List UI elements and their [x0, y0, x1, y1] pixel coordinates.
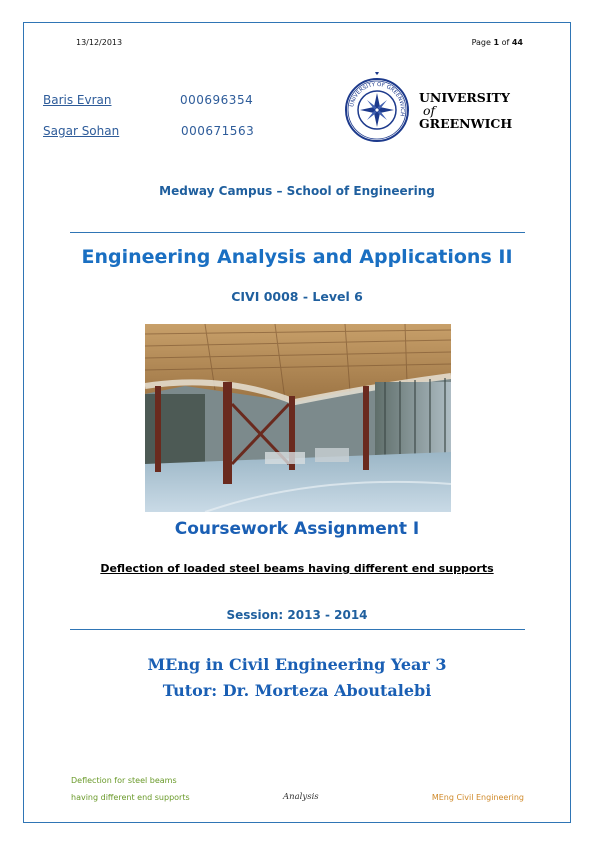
degree-label: MEng in Civil Engineering Year 3 — [147, 655, 447, 674]
document-title: Engineering Analysis and Applications II — [81, 246, 513, 268]
coursework-title: Coursework Assignment I — [174, 519, 420, 539]
author-id-1: 000696354 — [180, 93, 254, 107]
author-id-2: 000671563 — [181, 124, 255, 138]
header-date: 13/12/2013 — [76, 38, 123, 47]
cover-photo — [145, 324, 451, 512]
steel-frame-building-photo — [145, 324, 451, 512]
seal-text: UNIVERSITY OF GREENWICH — [349, 81, 406, 117]
author-name-1[interactable]: Baris Evran — [43, 93, 112, 107]
university-seal-icon — [341, 72, 413, 144]
footer-center: Analysis — [283, 792, 319, 802]
session-label: Session: 2013 - 2014 — [226, 608, 368, 622]
footer-right: MEng Civil Engineering — [431, 793, 524, 802]
footer-left-line-2: having different end supports — [71, 793, 190, 802]
logo-line-1: UNIVERSITY — [419, 90, 510, 105]
logo-line-2: of — [423, 103, 436, 118]
module-code: CIVI 0008 - Level 6 — [231, 289, 363, 304]
logo-wordmark — [419, 91, 512, 130]
tutor-label: Tutor: Dr. Morteza Aboutalebi — [162, 681, 432, 700]
divider-top — [70, 232, 525, 233]
header-page-number: Page 1 of 44 — [471, 38, 523, 47]
footer-left-line-1: Deflection for steel beams — [71, 776, 177, 785]
logo-line-3: GREENWICH — [419, 116, 513, 131]
author-name-2[interactable]: Sagar Sohan — [43, 124, 120, 138]
campus-heading: Medway Campus – School of Engineering — [159, 184, 435, 198]
coursework-subtitle: Deflection of loaded steel beams having different end supports — [100, 562, 494, 575]
divider-bottom — [70, 629, 525, 630]
university-logo — [341, 72, 526, 144]
